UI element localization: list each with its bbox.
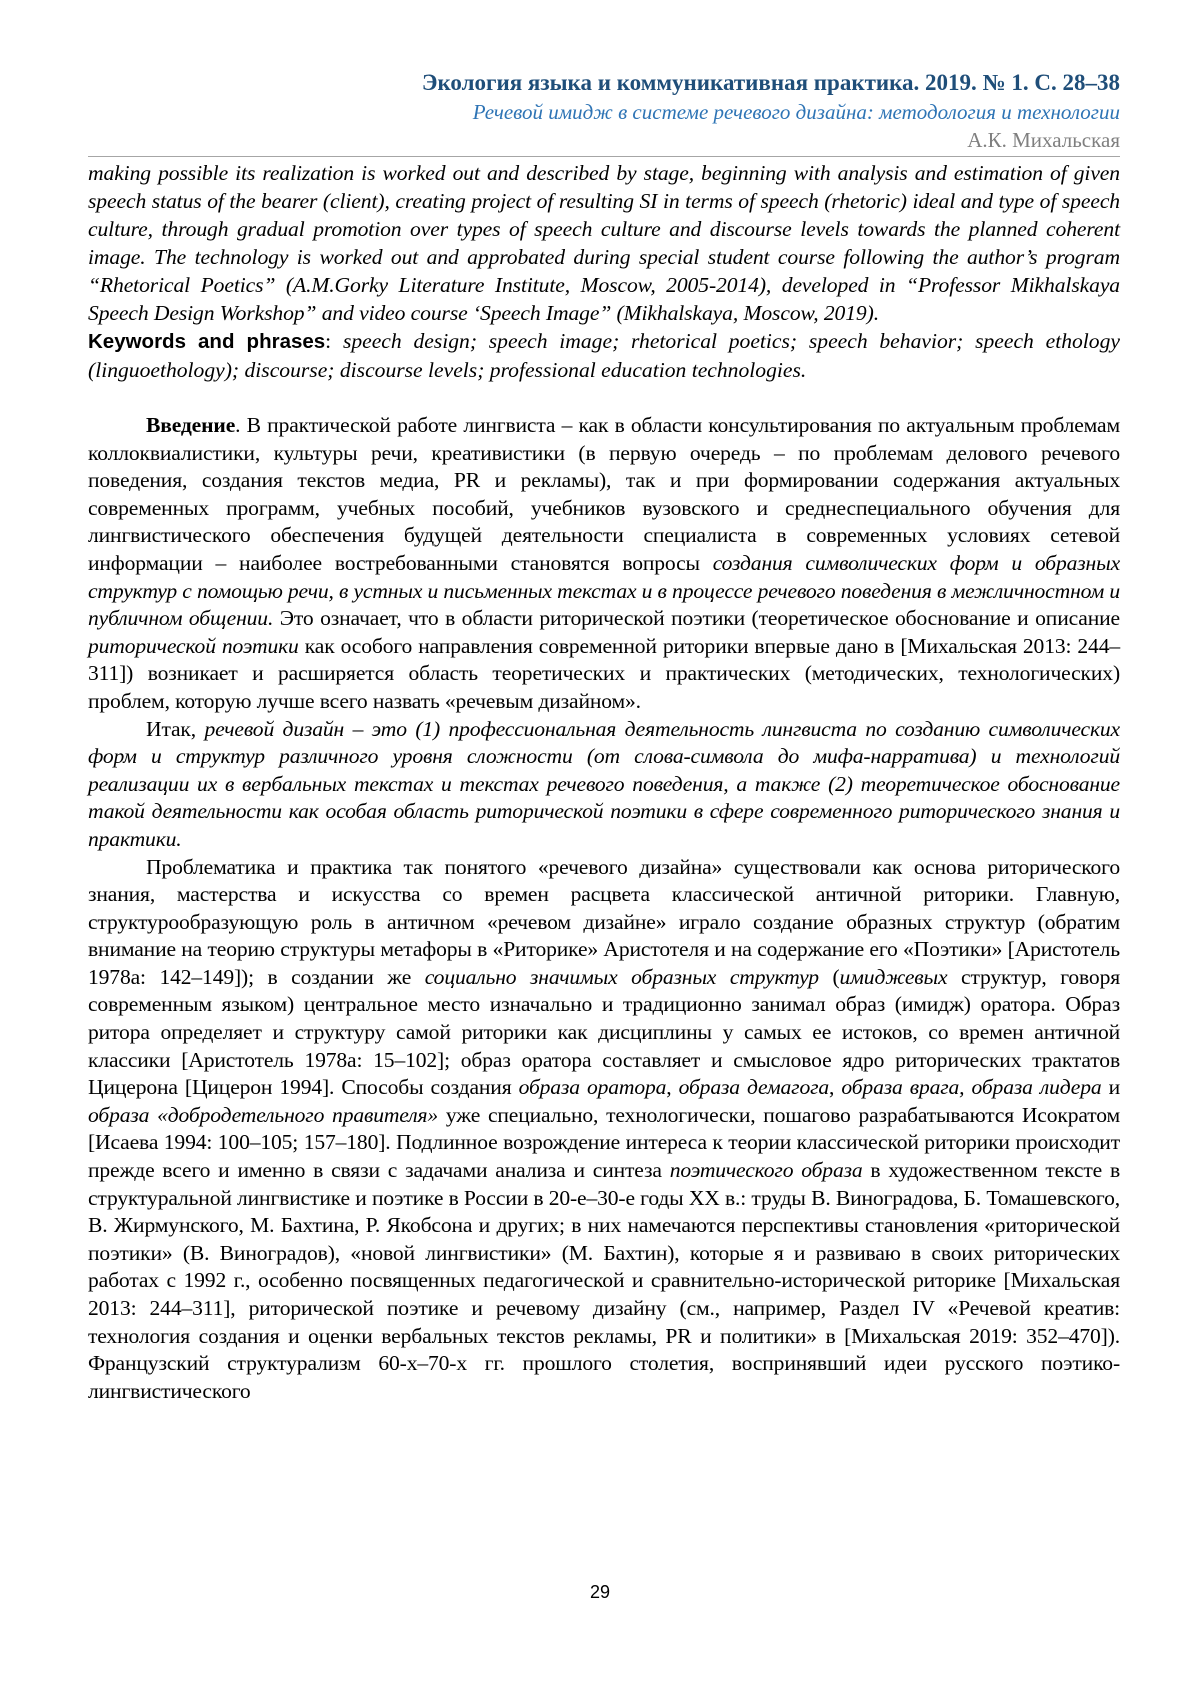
running-header (88, 68, 1120, 157)
section-lead: Введение (146, 413, 236, 437)
text-run: в художественном тексте в структуральной лингвистике и поэтике в России в 20-е–30-е годы XX в.: труды В. Виноградова, Б. Томашевского, В. Жирмунского, М. Бахтина, Р. Якобсона и других; в них намечаются перспективы становления «риторической поэтики» (В. Виноградов), «новой лингвистики» (М. Бахтин), которые я и развиваю в своих риторических работах с 1992 г., особенно посвященных педагогической и сравнительно-исторической риторике [Михальская 2013: 244–311], риторической поэтике и речевому дизайну (см., например, Раздел IV «Речевой креатив: технология создания и оценки вербальных текстов рекламы, PR и политики» в [Михальская 2019: 352–470]). Французский структурализм 60-х–70-х гг. прошлого столетия, воспринявший идеи русского поэтико-лингвистического (88, 1158, 1121, 1403)
text-run: Это означает, что в области риторической поэтики (теоретическое обоснование и описание (273, 606, 1120, 631)
paragraph-history (88, 854, 1120, 1406)
emphasis-run: речевой дизайн – это (1) профессиональная деятельность лингвиста по созданию символических форм и структур различного уровня сложности (от слова-символа до мифа-нарратива) и технологий реализации их в вербальных текстах и текстах речевого поведения, а также (2) теоретическое обоснование такой деятельности как особая область риторической поэтики в сфере современного риторического знания и практики. (88, 716, 1120, 851)
text-run: уже специально, технологически, пошагово разрабатываются Исократом [Исаева 1994: 100–105; 157–180]. Подлинное возрождение интереса к теории классической риторики происходит прежде всего и именно в связи с задачами анализа и синтеза (88, 1102, 1121, 1183)
article-title: Речевой имидж в системе речевого дизайна: методология и технологии (472, 100, 1120, 124)
emphasis-run: поэтического образа (669, 1158, 863, 1183)
keywords-text: speech design; speech image; rhetorical poetics; speech behavior; speech ethology (linguoethology); discourse; discourse levels; professional education technologies. (88, 329, 1120, 382)
abstract-text: making possible its realization is worked out and described by stage, beginning with analysis and estimation of given speech status of the bearer (client), creating project of resulting SI in terms of speech (rhetoric) ideal and type of speech culture, through gradual promotion over types of speech culture and discourse levels towards the planned coherent image. The technology is worked out and approbated during special student course following the author’s program “Rhetorical Poetics” (A.M.Gorky Literature Institute, Moscow, 2005-2014), developed in “Professor Mikhalskaya Speech Design Workshop” and video course ‘Speech Image” (Mikhalskaya, Moscow, 2019). (88, 161, 1120, 325)
emphasis-run: образа демагога (678, 1075, 830, 1100)
emphasis-run: образа «добродетельного правителя» (88, 1102, 439, 1127)
emphasis-run: образа оратора (518, 1075, 667, 1100)
abstract-en (88, 159, 1120, 327)
emphasis-run: образа врага, образа лидера (841, 1075, 1102, 1100)
emphasis-run: создания символических форм и образных структур с помощью речи, в устных и письменных текстах и в процессе речевого поведения в межличностном и публичном общении. (88, 550, 1121, 631)
emphasis-run: риторической поэтики (88, 633, 299, 658)
paragraph-definition (88, 716, 1120, 854)
text-run: структур, говоря современным языком) центральное место изначально и традиционно занимал образ (имидж) оратора. Образ ритора определяет и структуру самой риторики как дисциплины у самых ее истоков, со времен античной классики [Аристотель 1978а: 15–102]; образ оратора составляет и смысловое ядро риторических трактатов Цицерона [Цицерон 1994]. Способы создания (88, 964, 1120, 1100)
emphasis-run: социально значимых образных структур (424, 964, 819, 989)
emphasis-run: имиджевых (839, 964, 948, 989)
paragraph-introduction (88, 412, 1120, 716)
page-number: 29 (589, 1582, 611, 1602)
keywords (88, 327, 1120, 384)
text-run: и (1101, 1075, 1121, 1100)
text-run: как особого направления современной риторики впервые дано в [Михальская 2013: 244–311]) возникает и расширяется область теоретических и практических (методических, технологических) проблем, которую лучше всего назвать «речевым дизайном». (88, 633, 1120, 713)
keywords-label: Keywords and phrases (88, 330, 326, 353)
text-run: , (829, 1075, 842, 1100)
author-name: А.К. Михальская (88, 126, 1120, 157)
journal-citation: Экология языка и коммуникативная практика. 2019. № 1. С. 28–38 (421, 70, 1120, 95)
text-run: Итак, (146, 716, 205, 741)
text-run: ( (818, 964, 840, 989)
text-run: . В практической работе лингвиста – как в области консультирования по актуальным проблемам коллоквиалистики, культуры речи, креативистики (в первую очередь – по проблемам делового речевого поведения, создания текстов медиа, PR и рекламы), так и при формировании содержания актуальных современных программ, учебных пособий, учебников вузовского и среднеспециального обучения для лингвистического обеспечения будущей деятельности специалиста в современных условиях сетевой информации – наиболее востребованными становятся вопросы (88, 413, 1120, 575)
keywords-separator: : (325, 329, 343, 353)
body-text (88, 412, 1120, 1405)
text-run: , (666, 1075, 679, 1100)
text-run: Проблематика и практика так понятого «речевого дизайна» существовали как основа риторического знания, мастерства и искусства со времен расцвета классической античной риторики. Главную, структурообразующую роль в античном «речевом дизайне» играло создание образных структур (обратим внимание на теорию структуры метафоры в «Риторике» Аристотеля и на содержание его «Поэтики» [Аристотель 1978а: 142–149]); в создании же (88, 854, 1120, 989)
paper-page (88, 68, 1120, 1405)
